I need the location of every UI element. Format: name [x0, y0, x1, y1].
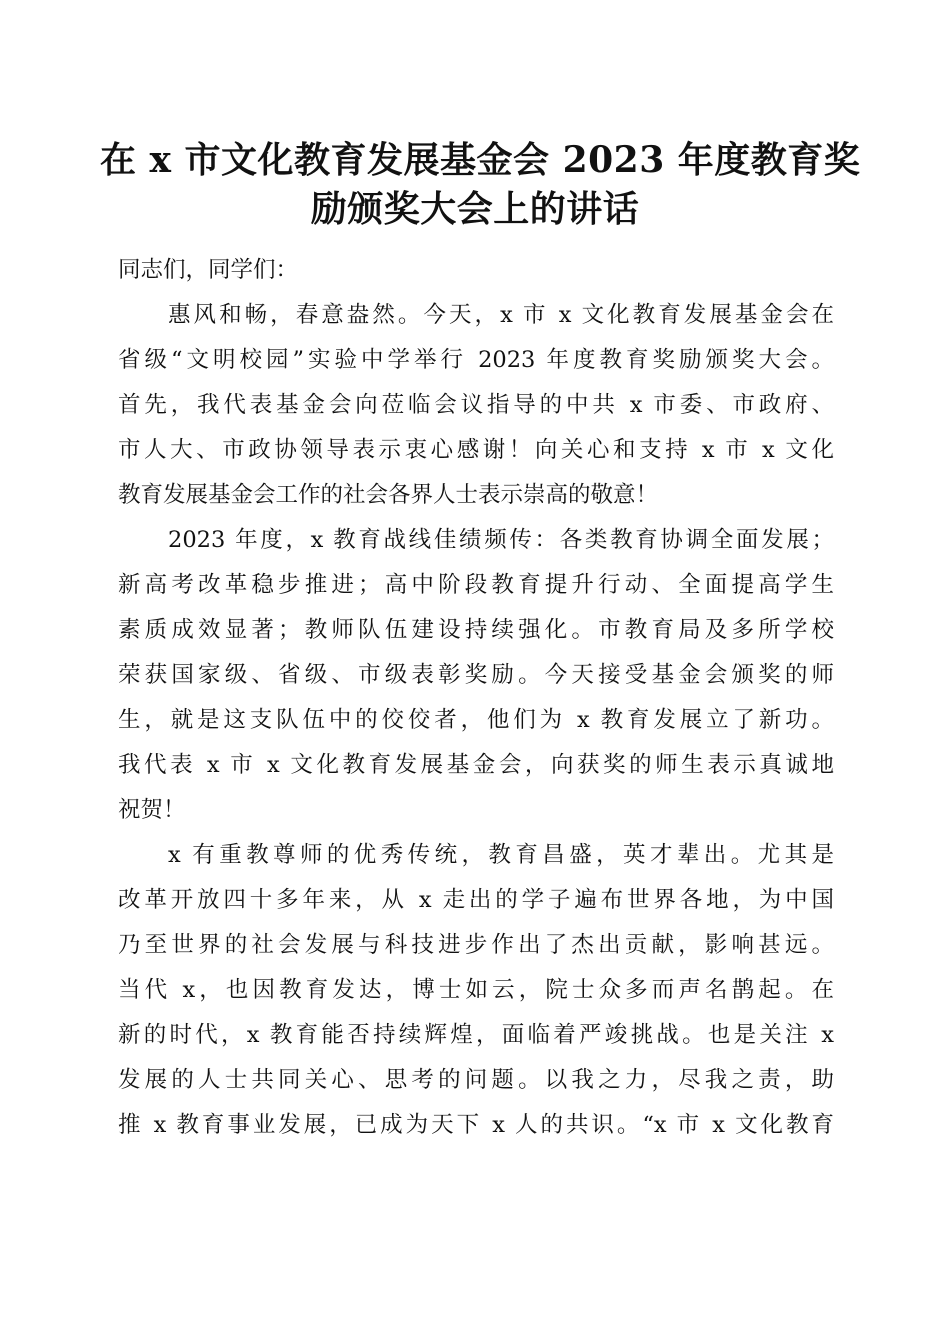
paragraph-line: 新的时代，x 教育能否持续辉煌，面临着严竣挑战。也是关注 x: [118, 1022, 834, 1048]
paragraph-line: 市人大、市政协领导表示衷心感谢！向关心和支持 x 市 x 文化: [118, 437, 834, 463]
paragraph-2: [118, 518, 834, 833]
paragraph-line: 首先，我代表基金会向莅临会议指导的中共 x 市委、市政府、: [118, 392, 834, 418]
paragraph-line: 新高考改革稳步推进；高中阶段教育提升行动、全面提高学生: [118, 572, 834, 598]
title-line: 在 x 市文化教育发展基金会 2023 年度教育奖: [100, 139, 861, 181]
paragraph-line: 教育发展基金会工作的社会各界人士表示崇高的敬意！: [118, 482, 659, 508]
paragraph-line: 省级“文明校园”实验中学举行 2023 年度教育奖励颁奖大会。: [118, 347, 834, 373]
document-title: [100, 136, 861, 234]
paragraph-line: 推 x 教育事业发展，已成为天下 x 人的共识。“x 市 x 文化教育: [118, 1112, 834, 1138]
paragraph-line: 改革开放四十多年来，从 x 走出的学子遍布世界各地，为中国: [118, 887, 834, 913]
paragraph-line: 乃至世界的社会发展与科技进步作出了杰出贡献，影响甚远。: [118, 932, 834, 958]
paragraph-line: x 有重教尊师的优秀传统，教育昌盛，英才辈出。尤其是: [168, 842, 834, 868]
paragraph-line: 生，就是这支队伍中的佼佼者，他们为 x 教育发展立了新功。: [118, 707, 834, 733]
title-line: 励颁奖大会上的讲话: [310, 188, 640, 230]
paragraph-line: 素质成效显著；教师队伍建设持续强化。市教育局及多所学校: [118, 617, 834, 643]
paragraph-line: 2023 年度，x 教育战线佳绩频传：各类教育协调全面发展；: [168, 527, 834, 553]
paragraph-1: [118, 293, 834, 518]
paragraph-line: 我代表 x 市 x 文化教育发展基金会，向获奖的师生表示真诚地: [118, 752, 834, 778]
document-body: [118, 248, 834, 1148]
paragraph-line: 发展的人士共同关心、思考的问题。以我之力，尽我之责，助: [118, 1067, 834, 1093]
salutation: 同志们，同学们：: [118, 257, 299, 283]
paragraph-line: 惠风和畅，春意盎然。今天，x 市 x 文化教育发展基金会在: [168, 302, 834, 328]
paragraph-line: 荣获国家级、省级、市级表彰奖励。今天接受基金会颁奖的师: [118, 662, 834, 688]
paragraph-3: [118, 833, 834, 1148]
paragraph-line: 当代 x，也因教育发达，博士如云，院士众多而声名鹊起。在: [118, 977, 834, 1003]
paragraph-line: 祝贺！: [118, 797, 186, 823]
